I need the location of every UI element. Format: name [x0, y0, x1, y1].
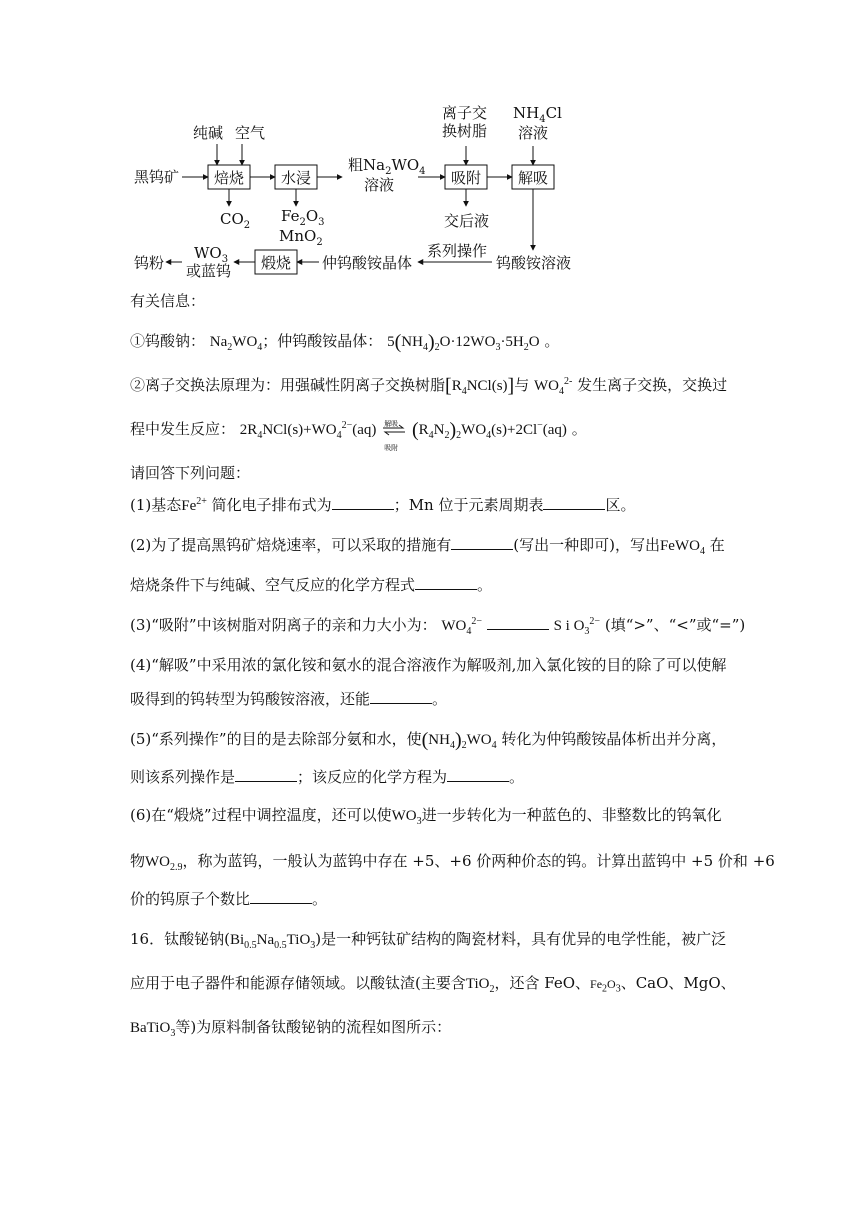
- questions-prompt: 请回答下列问题：: [130, 464, 251, 482]
- nh4cl-solution-label: 溶液: [518, 124, 549, 142]
- question-2-cont: 焙烧条件下与纯碱、空气反应的化学方程式 。: [130, 576, 493, 594]
- desorb-label: 解吸: [518, 169, 549, 187]
- nh4cl-label: $NH_4Cl$: [513, 104, 562, 125]
- series-op-label: 系列操作: [427, 242, 488, 260]
- air-label: 空气: [235, 124, 266, 142]
- info-2: ②离子交换法原理为：用强碱性阴离子交换树脂$[R_4NCl(s)]$与 $WO_4^{2-}$ 发生离子交换，交换过: [130, 375, 728, 397]
- problem-16-cont: 应用于电子器件和能源存储领域。以酸钛渣(主要含TiO$_2$，还含 FeO、$Fe_2O_3$、CaO、MgO、: [130, 974, 736, 995]
- wo3-label: $WO_3$: [194, 244, 229, 265]
- answer-blank[interactable]: [235, 767, 297, 782]
- info-title: 有关信息：: [130, 292, 206, 310]
- question-5-cont: 则该系列操作是 ；该反应的化学方程为 。: [130, 768, 525, 786]
- answer-blank[interactable]: [250, 889, 312, 904]
- waste-label: 交后液: [444, 212, 490, 230]
- question-4-cont: 吸得到的钨转型为钨酸铵溶液，还能 。: [130, 690, 448, 708]
- question-6-cont: 物$WO_{2.9}$，称为蓝钨，一般认为蓝钨中存在 +5、+6 价两种价态的钨。计算出蓝钨中 +5 价和 +6: [130, 852, 775, 873]
- resin-label-1: 离子交: [442, 104, 488, 122]
- tungsten-powder-label: 钨粉: [134, 254, 165, 272]
- question-5: (5)“系列操作”的目的是去除部分氨和水，使$(NH_4)_2WO_4$ 转化为仲钨酸铵晶体析出并分离，: [130, 729, 727, 751]
- problem-16-cont-2: BaTiO$_3$等)为原料制备钛酸铋钠的流程如图所示：: [130, 1018, 452, 1039]
- soda-label: 纯碱: [193, 124, 224, 142]
- resin-label-2: 换树脂: [442, 122, 488, 140]
- calcine-label: 煅烧: [261, 254, 292, 272]
- blue-tungsten-label: 或蓝钨: [186, 262, 232, 280]
- answer-blank[interactable]: [447, 767, 509, 782]
- question-2: (2)为了提高黑钨矿焙烧速率，可以采取的措施有 (写出一种即可)，写出FeWO$_4$ 在: [130, 536, 725, 557]
- ore-label: 黑钨矿: [134, 168, 180, 186]
- answer-blank[interactable]: [451, 535, 513, 550]
- question-3: (3)“吸附”中该树脂对阴离子的亲和力大小为： $WO_4^{2-}$ S i $O_3^{2-}$ (填“>”、“<”或“=”): [130, 616, 746, 637]
- equilibrium-arrow: 解吸 吸附: [381, 419, 407, 441]
- mno2-label: MnO$_2$: [279, 227, 323, 248]
- question-6-cont-2: 价的钨原子个数比 。: [130, 890, 328, 908]
- answer-blank[interactable]: [487, 615, 549, 630]
- crude-solution-label-2: 溶液: [364, 176, 395, 194]
- crude-solution-label: 粗$Na_2WO_4$: [348, 156, 426, 177]
- answer-blank[interactable]: [370, 689, 432, 704]
- problem-16: 16．钛酸铋钠$(Bi_{0.5}Na_{0.5}TiO_3)$是一种钙钛矿结构的陶瓷材料，具有优异的电学性能，被广泛: [130, 930, 727, 951]
- leach-label: 水浸: [281, 169, 312, 187]
- question-4: (4)“解吸”中采用浓的氯化铵和氨水的混合溶液作为解吸剂,加入氯化铵的目的除了可以使解: [130, 656, 727, 674]
- question-1: (1)基态$Fe^{2+}$ 简化电子排布式为 ；Mn 位于元素周期表 区。: [130, 496, 636, 514]
- roast-label: 焙烧: [214, 169, 245, 187]
- ammonium-tungstate-label: 钨酸铵溶液: [496, 254, 572, 272]
- apt-label: 仲钨酸铵晶体: [322, 254, 413, 272]
- answer-blank[interactable]: [543, 495, 605, 510]
- question-6: (6)在“煅烧”过程中调控温度，还可以使$WO_3$进一步转化为一种蓝色的、非整数比的钨氧化: [130, 806, 722, 827]
- co2-label: $CO_2$: [220, 210, 251, 231]
- fe2o3-label: $Fe_2O_3$: [281, 207, 325, 228]
- answer-blank[interactable]: [332, 495, 394, 510]
- info-1: ①钨酸钠： $Na_2WO_4$；仲钨酸铵晶体： $5(NH_4)_2O\cdot 12WO_3\cdot 5H_2O$ 。: [130, 331, 560, 353]
- process-flow-diagram: [120, 100, 590, 280]
- adsorb-label: 吸附: [451, 169, 482, 187]
- answer-blank[interactable]: [415, 575, 477, 590]
- info-2-reaction: 程中发生反应： $2R_4NCl(s)+WO_4^{2-}(aq)$ 解吸 吸附 $(R_4N_2)_2WO_4(s)+2Cl^-(aq)$ 。: [130, 419, 587, 452]
